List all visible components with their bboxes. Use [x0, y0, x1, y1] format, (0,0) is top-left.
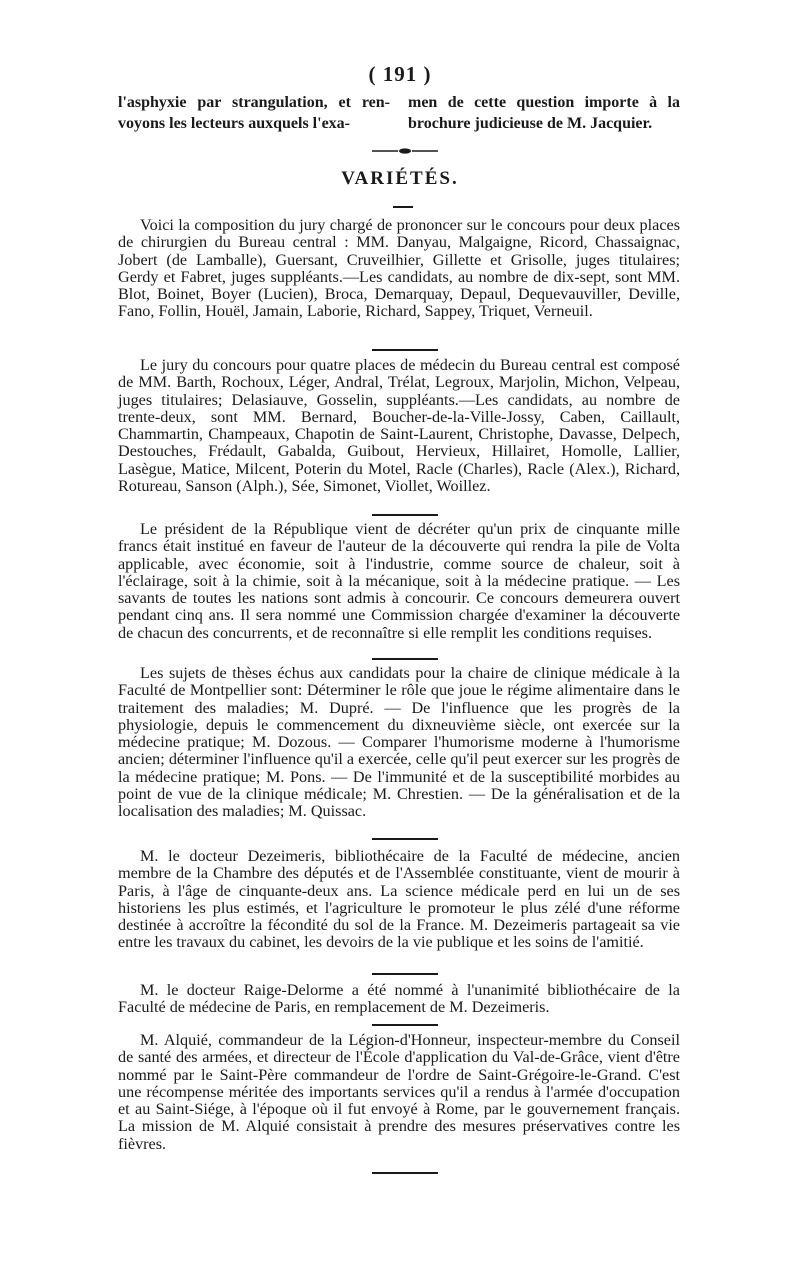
continuation-right-column: men de cette question importe à la brochure judicieuse de M. Jacquier.	[408, 94, 680, 132]
separator-rule	[372, 658, 438, 660]
paragraph-prix-volta: Le président de la République vient de décréter qu'un prix de cinquante mille francs était institué en faveur de l'auteur de la découverte qui rendra la pile de Volta applicable, avec économie, soit à l'industrie, comme source de chaleur, soit à l'éclairage, soit à la chimie, soit à la mécanique, soit à la médecine pratique. — Les savants de toutes les nations sont admis à concourir. Ce concours demeurera ouvert pendant cinq ans. Il sera nommé une Commission chargée d'examiner la découverte de chacun des concurrents, et de reconnaître si elle remplit les conditions requises.	[118, 520, 680, 642]
title-rule	[393, 206, 413, 208]
page-number: ( 191 )	[368, 62, 432, 86]
paragraph-jury-chirurgien: Voici la composition du jury chargé de prononcer sur le concours pour deux places de chirurgien du Bureau central : MM. Danyau, Malgaigne, Ricord, Chassaignac, Jobert (de Lamballe), Guersant, Cruveilhier, Gillette et Grisolle, juges titulaires; Gerdy et Fabret, juges suppléants.—Les candidats, au nombre de dix-sept, sont MM. Blot, Boinet, Boyer (Lucien), Broca, Demarquay, Depaul, Dequevauviller, Deville, Fano, Follin, Houël, Jamain, Laborie, Richard, Sappey, Triquet, Verneuil.	[118, 216, 680, 321]
separator-rule	[372, 349, 438, 351]
ornament-divider	[372, 148, 438, 154]
separator-rule	[372, 838, 438, 840]
separator-rule	[372, 514, 438, 516]
paragraph-raige-delorme: M. le docteur Raige-Delorme a été nommé à l'unanimité bibliothécaire de la Faculté de médecine de Paris, en remplacement de M. Dezeimeris.	[118, 981, 680, 1017]
continuation-left-column: l'asphyxie par strangulation, et ren- voyons les lecteurs auxquels l'exa-	[118, 94, 390, 132]
paragraph-theses-montpellier: Les sujets de thèses échus aux candidats pour la chaire de clinique médicale à la Faculté de Montpellier sont: Déterminer le rôle que joue le régime alimentaire dans le traitement des maladies; M. Dupré. — De l'influence que les progrès de la physiologie, depuis le commencement du dixneuvième siècle, ont exercée sur la médecine pratique; M. Dozous. — Comparer l'humorisme moderne à l'humorisme ancien; déterminer l'influence qu'il a exercée, celle qu'il peut exercer sur les progrès de la médecine pratique; M. Pons. — De l'immunité et de la susceptibilité morbides au point de vue de la clinique médicale; M. Chrestien. — De la généralisation et de la localisation des maladies; M. Quissac.	[118, 664, 680, 821]
continuation-text	[118, 92, 680, 134]
separator-rule	[372, 1172, 438, 1174]
paragraph-jury-medecin: Le jury du concours pour quatre places de médecin du Bureau central est composé de MM. Barth, Rochoux, Léger, Andral, Trélat, Legroux, Marjolin, Michon, Velpeau, juges titulaires; Delasiauve, Gosselin, suppléants.—Les candidats, au nombre de trente-deux, sont MM. Bernard, Boucher-de-la-Ville-Jossy, Caben, Caillault, Chammartin, Champeaux, Chapotin de Saint-Laurent, Christophe, Davasse, Delpech, Destouches, Frédault, Gabalda, Guibout, Hervieux, Hillairet, Homolle, Lallier, Lasègue, Matice, Milcent, Poterin du Motel, Racle (Charles), Racle (Alex.), Richard, Rotureau, Sanson (Alph.), Sée, Simonet, Viollet, Woillez.	[118, 356, 680, 496]
section-title: VARIÉTÉS.	[341, 168, 459, 189]
separator-rule	[372, 973, 438, 975]
paragraph-alquie: M. Alquié, commandeur de la Légion-d'Honneur, inspecteur-membre du Conseil de santé des armées, et directeur de l'École d'application du Val-de-Grâce, vient d'être nommé par le Saint-Père commandeur de l'ordre de Saint-Grégoire-le-Grand. C'est une récompense méritée des importants services qu'il a rendus à l'armée d'occupation et au Saint-Siége, à l'époque où il fut envoyé à Rome, par le gouvernement français. La mission de M. Alquié consistait à prendre des mesures préservatives contre les fièvres.	[118, 1031, 680, 1153]
paragraph-dezeimeris: M. le docteur Dezeimeris, bibliothécaire de la Faculté de médecine, ancien membre de la Chambre des députés et de l'Assemblée constituante, vient de mourir à Paris, à l'âge de cinquante-deux ans. La science médicale perd en lui un de ses historiens les plus estimés, et l'agriculture le promoteur le plus zélé d'une réforme destinée à accroître la fécondité du sol de la France. M. Dezeimeris partageait sa vie entre les travaux du cabinet, les devoirs de la vie publique et les soins de l'amitié.	[118, 847, 680, 952]
separator-rule	[372, 1024, 438, 1026]
